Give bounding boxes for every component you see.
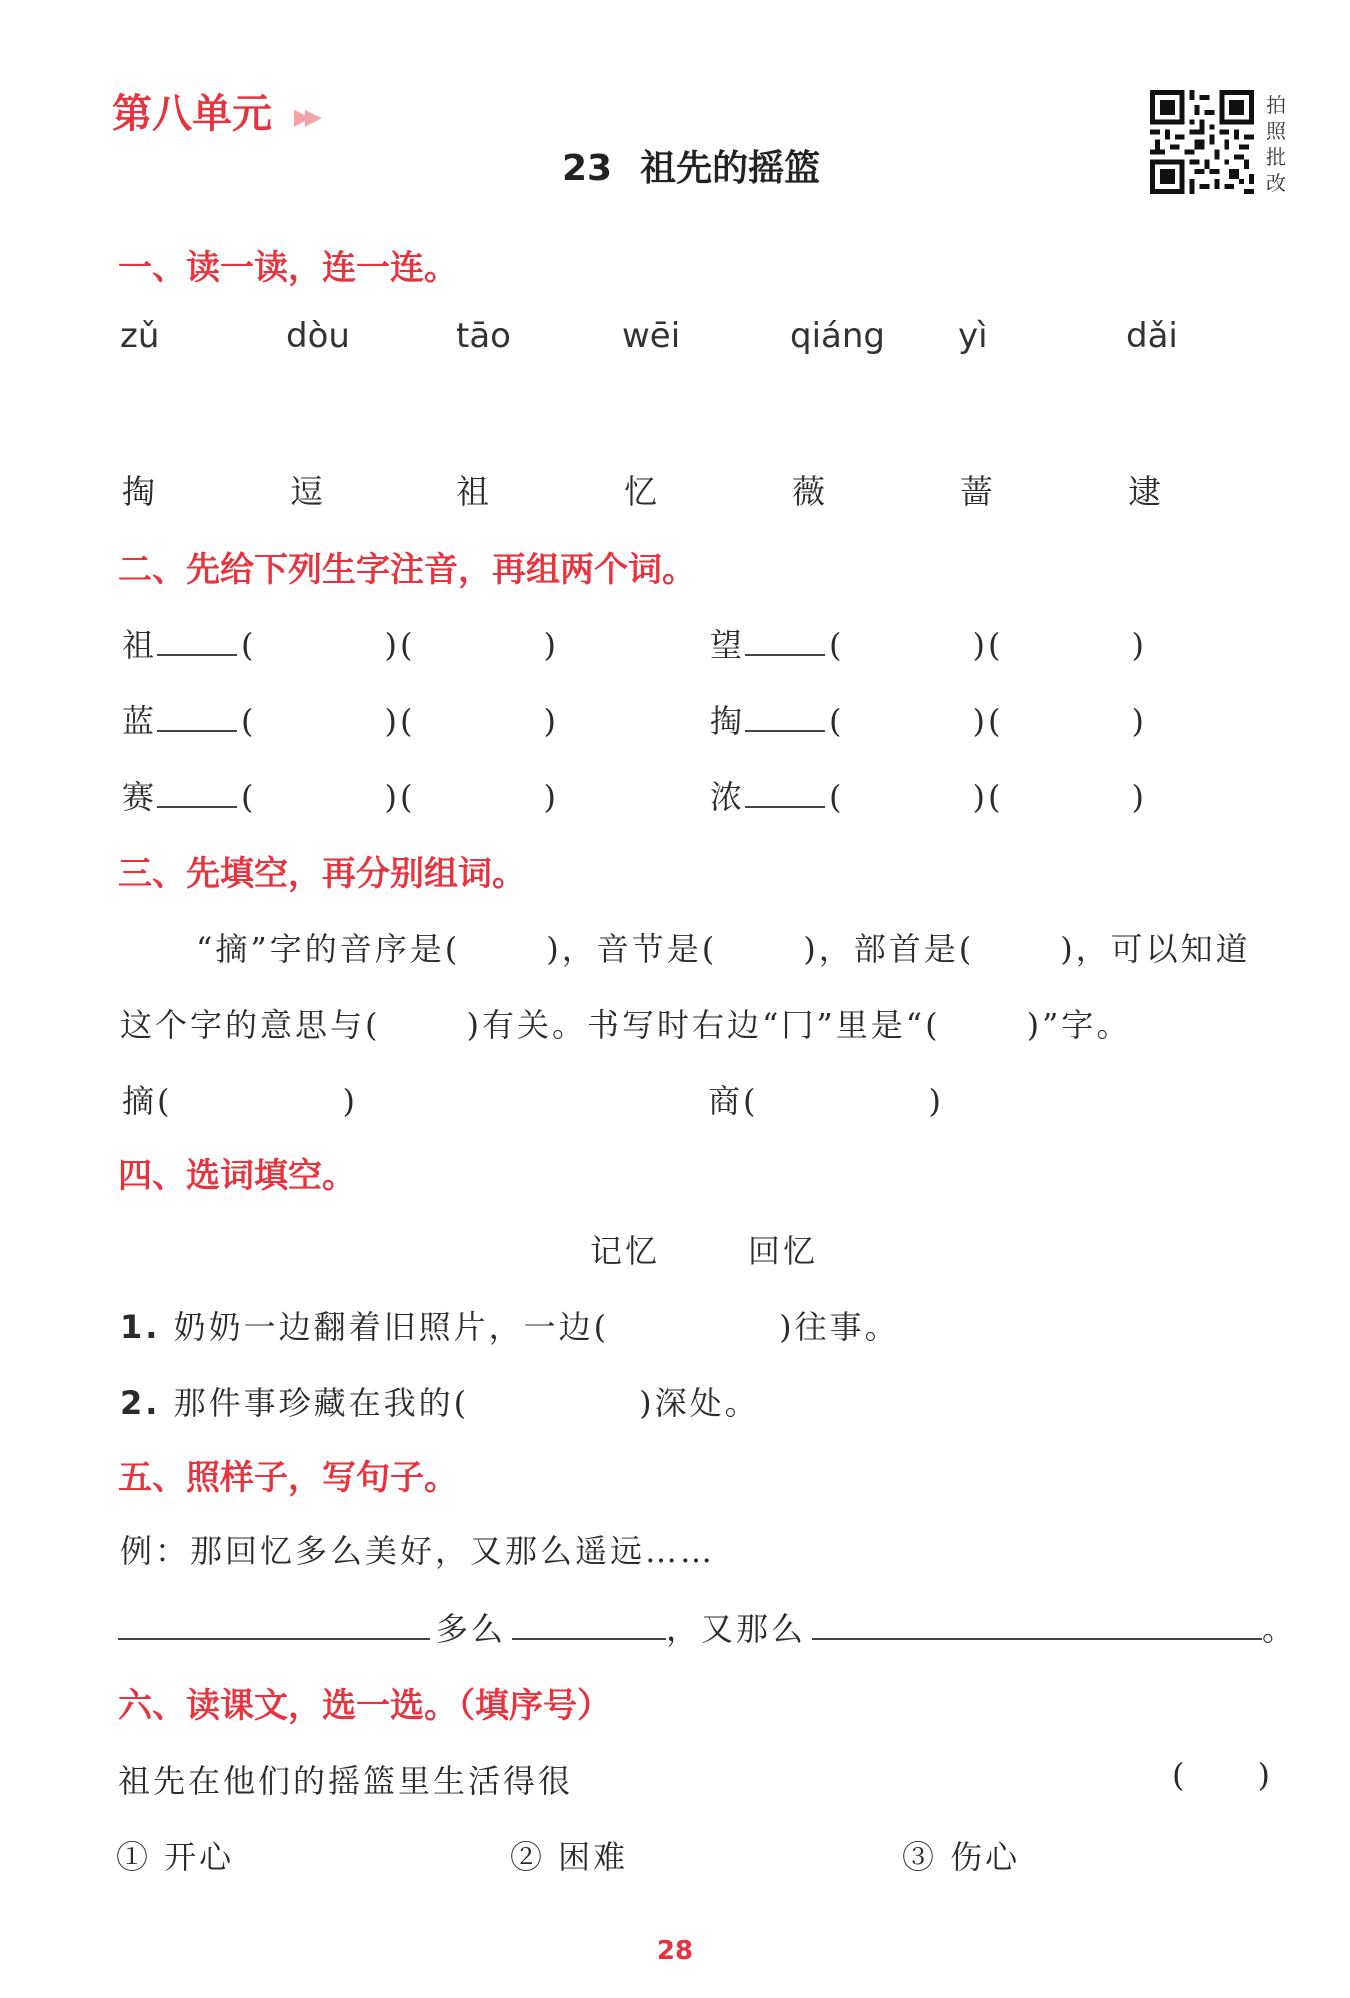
unit-title: 第八单元 xyxy=(112,90,272,137)
question-2 xyxy=(120,1378,760,1424)
section4-heading: 四、选词填空。 xyxy=(118,1156,356,1196)
char-4: 忆 xyxy=(624,472,657,511)
section3-heading: 三、先填空，再分别组词。 xyxy=(118,854,526,894)
pinyin-4: wēi xyxy=(622,316,681,356)
text: )深处。 xyxy=(639,1384,760,1422)
unit-label xyxy=(112,82,316,139)
pinyin-row-2-left: 蓝 ( )( ) xyxy=(122,702,559,740)
choice-2[interactable]: ② 困难 xyxy=(510,1838,629,1876)
text: 这个字的意思与( xyxy=(120,1006,381,1044)
choice-question: 祖先在他们的摇篮里生活得很 xyxy=(118,1762,574,1800)
text: )有关。书写时右边“冂”里是“( xyxy=(466,1006,941,1044)
pinyin-blank[interactable] xyxy=(745,730,825,732)
pinyin-blank[interactable] xyxy=(745,654,825,656)
pinyin-row-3-left: 赛 ( )( ) xyxy=(122,778,559,816)
pinyin-7: dǎi xyxy=(1126,316,1178,356)
sentence-pattern xyxy=(118,1604,1297,1650)
text: 奶奶一边翻着旧照片，一边( xyxy=(173,1308,610,1346)
char-2: 逗 xyxy=(290,472,323,511)
pinyin-row-2-right: 掏 ( )( ) xyxy=(710,702,1147,740)
word-option-1: 记忆 xyxy=(590,1232,661,1270)
pinyin-blank[interactable] xyxy=(157,654,237,656)
text: “摘”字的音序是( xyxy=(196,930,461,968)
pinyin-row-1-right: 望 ( )( ) xyxy=(710,626,1147,664)
qr-caption: 拍照批改 xyxy=(1266,93,1286,195)
word-option-2: 回忆 xyxy=(748,1232,819,1270)
lesson-name: 祖先的摇篮 xyxy=(640,148,821,189)
pinyin-char: 蓝 xyxy=(122,702,158,740)
answer-blank[interactable] xyxy=(512,1638,666,1640)
question-number: 1. xyxy=(120,1308,161,1346)
section3-word-1: 摘( ) xyxy=(122,1082,358,1120)
pinyin-char: 掏 xyxy=(710,702,746,740)
text: 那件事珍藏在我的( xyxy=(173,1384,470,1422)
pinyin-3: tāo xyxy=(456,316,511,356)
section6-heading: 六、读课文，选一选。（填序号） xyxy=(118,1686,611,1726)
double-arrow-icon: ▶▶ xyxy=(294,104,316,130)
page-number: 28 xyxy=(656,1936,694,1966)
pinyin-char: 浓 xyxy=(710,778,746,816)
char-5: 薇 xyxy=(792,472,825,511)
pinyin-char: 祖 xyxy=(122,626,158,664)
word-char: 商 xyxy=(708,1082,744,1120)
pinyin-char: 赛 xyxy=(122,778,158,816)
text: 多么 xyxy=(436,1610,507,1648)
text: )，音节是( xyxy=(546,930,718,968)
text: )往事。 xyxy=(779,1308,900,1346)
pinyin-blank[interactable] xyxy=(157,806,237,808)
text: )”字。 xyxy=(1026,1006,1132,1044)
pinyin-row-3-right: 浓 ( )( ) xyxy=(710,778,1147,816)
char-7: 逮 xyxy=(1128,472,1161,511)
text: ，又那么 xyxy=(666,1610,807,1648)
text: )，可以知道 xyxy=(1060,930,1251,968)
question-1 xyxy=(120,1302,900,1348)
section3-line2 xyxy=(120,1000,1131,1046)
pinyin-char: 望 xyxy=(710,626,746,664)
word-char: 摘 xyxy=(122,1082,158,1120)
question-number: 2. xyxy=(120,1384,161,1422)
text: )，部首是( xyxy=(803,930,975,968)
pinyin-blank[interactable] xyxy=(157,730,237,732)
choice-3[interactable]: ③ 伤心 xyxy=(902,1838,1021,1876)
char-6: 蔷 xyxy=(960,472,993,511)
section5-heading: 五、照样子，写句子。 xyxy=(118,1458,458,1498)
pinyin-row-1-left: 祖 ( )( ) xyxy=(122,626,559,664)
lesson-title xyxy=(562,140,820,191)
char-1: 掏 xyxy=(122,472,155,511)
char-3: 祖 xyxy=(456,472,489,511)
text: 。 xyxy=(1262,1610,1298,1648)
section3-line1 xyxy=(196,924,1251,970)
section2-heading: 二、先给下列生字注音，再组两个词。 xyxy=(118,550,696,590)
pinyin-2: dòu xyxy=(286,316,350,356)
answer-parentheses[interactable]: ( ) xyxy=(1172,1756,1273,1794)
pinyin-5: qiáng xyxy=(790,316,885,356)
answer-blank[interactable] xyxy=(118,1638,430,1640)
pinyin-1: zǔ xyxy=(120,316,160,356)
choice-1[interactable]: ① 开心 xyxy=(116,1838,235,1876)
example-sentence: 例：那回忆多么美好，又那么遥远…… xyxy=(120,1532,716,1570)
answer-blank[interactable] xyxy=(812,1638,1262,1640)
section1-heading: 一、读一读，连一连。 xyxy=(118,248,458,288)
qr-code-icon[interactable] xyxy=(1150,90,1254,194)
pinyin-blank[interactable] xyxy=(745,806,825,808)
pinyin-6: yì xyxy=(958,316,988,356)
section3-word-2: 商( ) xyxy=(708,1082,944,1120)
lesson-number: 23 xyxy=(562,148,613,189)
